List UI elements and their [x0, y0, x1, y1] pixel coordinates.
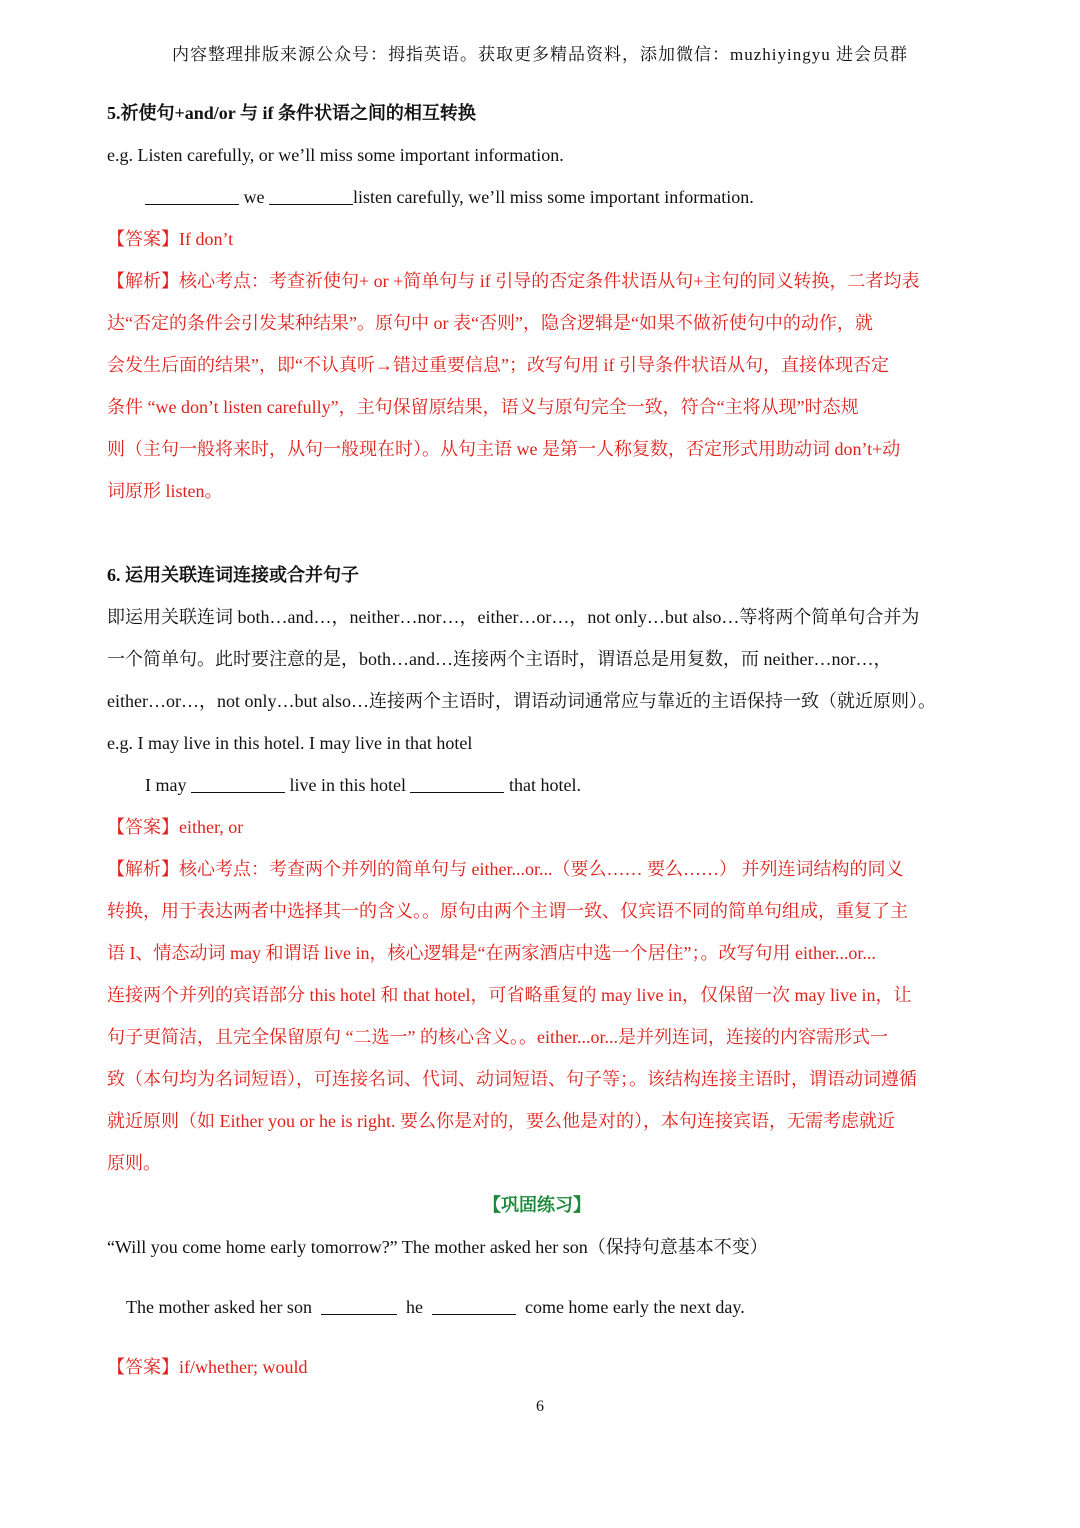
rewrite-text-b: live in this hotel: [289, 775, 406, 795]
section-5-title: 5.祈使句+and/or 与 if 条件状语之间的相互转换: [107, 103, 476, 123]
section-5-answer: 【答案】If don’t: [107, 229, 234, 249]
blank-1[interactable]: [321, 1294, 397, 1315]
analysis-line: 【解析】核心考点：考查两个并列的简单句与 either...or...（要么…… 要么……） 并列连词结构的同义: [107, 859, 904, 879]
analysis-line: 条件 “we don’t listen carefully”，主句保留原结果，语义与原句完全一致，符合“主将从现”时态规: [107, 397, 859, 417]
section-6-rewrite: [107, 764, 967, 806]
page-number: 6: [536, 1398, 544, 1415]
section-6-title: 6. 运用关联连词连接或合并句子: [107, 565, 359, 585]
section-6-analysis: [107, 848, 967, 1184]
blank-2[interactable]: [410, 772, 504, 793]
rewrite-text-c: that hotel.: [508, 775, 581, 795]
analysis-line: 句子更简洁，且完全保留原句 “二选一” 的核心含义。。either...or...是并列连词，连接的内容需形式一: [107, 1027, 888, 1047]
practice-title: 【巩固练习】: [483, 1195, 591, 1215]
body-line: 一个简单句。此时要注意的是，both…and…连接两个主语时，谓语总是用复数，而 neither…nor…，: [107, 649, 892, 669]
analysis-line: 致（本句均为名词短语），可连接名词、代词、动词短语、句子等；。该结构连接主语时，谓语动词遵循: [107, 1069, 917, 1089]
analysis-line: 连接两个并列的宾语部分 this hotel 和 that hotel，可省略重复的 may live in，仅保留一次 may live in，让: [107, 985, 912, 1005]
section-6-body: [107, 596, 967, 722]
blank-2[interactable]: [269, 184, 353, 205]
analysis-line: 就近原则（如 Either you or he is right. 要么你是对的，要么他是对的），本句连接宾语，无需考虑就近: [107, 1111, 895, 1131]
body-line: either…or…，not only…but also…连接两个主语时，谓语动词通常应与靠近的主语保持一致（就近原则）。: [107, 691, 936, 711]
blank-2[interactable]: [432, 1294, 516, 1315]
section-5-analysis: [107, 260, 967, 512]
blank-1[interactable]: [191, 772, 285, 793]
rewrite-text-a: The mother asked her son: [126, 1297, 312, 1317]
rewrite-text-c: listen carefully, we’ll miss some important information.: [353, 187, 754, 207]
section-5-example: e.g. Listen carefully, or we’ll miss some important information.: [107, 145, 564, 165]
analysis-line: 会发生后面的结果”，即“不认真听→错过重要信息”；改写句用 if 引导条件状语从句，直接体现否定: [107, 355, 889, 375]
practice-rewrite: [107, 1286, 967, 1328]
section-6-example: e.g. I may live in this hotel. I may live in that hotel: [107, 733, 473, 753]
rewrite-text-b: we: [243, 187, 265, 207]
practice-question: “Will you come home early tomorrow?” The mother asked her son（保持句意基本不变）: [107, 1237, 768, 1257]
rewrite-text-a: I may: [145, 775, 187, 795]
body-line: 即运用关联连词 both…and…，neither…nor…，either…or…，not only…but also…等将两个简单句合并为: [107, 607, 920, 627]
analysis-line: 则（主句一般将来时，从句一般现在时）。从句主语 we 是第一人称复数，否定形式用助动词 don’t+动: [107, 439, 901, 459]
section-6-answer: 【答案】either, or: [107, 817, 244, 837]
spacer: [107, 512, 967, 554]
spacer: [107, 1268, 967, 1286]
rewrite-text-b: he: [405, 1297, 423, 1317]
analysis-line: 原则。: [107, 1153, 161, 1173]
page-content: [107, 92, 967, 1388]
analysis-line: 词原形 listen。: [107, 481, 223, 501]
blank-1[interactable]: [145, 184, 239, 205]
practice-answer: 【答案】if/whether; would: [107, 1357, 308, 1377]
analysis-line: 达“否定的条件会引发某种结果”。原句中 or 表“否则”，隐含逻辑是“如果不做祈使句中的动作，就: [107, 313, 873, 333]
page-header: 内容整理排版来源公众号：拇指英语。获取更多精品资料，添加微信：muzhiyingyu 进会员群: [172, 45, 908, 64]
analysis-line: 【解析】核心考点：考查祈使句+ or +简单句与 if 引导的否定条件状语从句+主句的同义转换，二者均表: [107, 271, 920, 291]
section-5-rewrite: [107, 176, 967, 218]
analysis-line: 转换，用于表达两者中选择其一的含义。。原句由两个主谓一致、仅宾语不同的简单句组成，重复了主: [107, 901, 908, 921]
analysis-line: 语 I、情态动词 may 和谓语 live in，核心逻辑是“在两家酒店中选一个居住”；。改写句用 either...or...: [107, 943, 876, 963]
rewrite-text-c: come home early the next day.: [524, 1297, 745, 1317]
spacer: [107, 1328, 967, 1346]
